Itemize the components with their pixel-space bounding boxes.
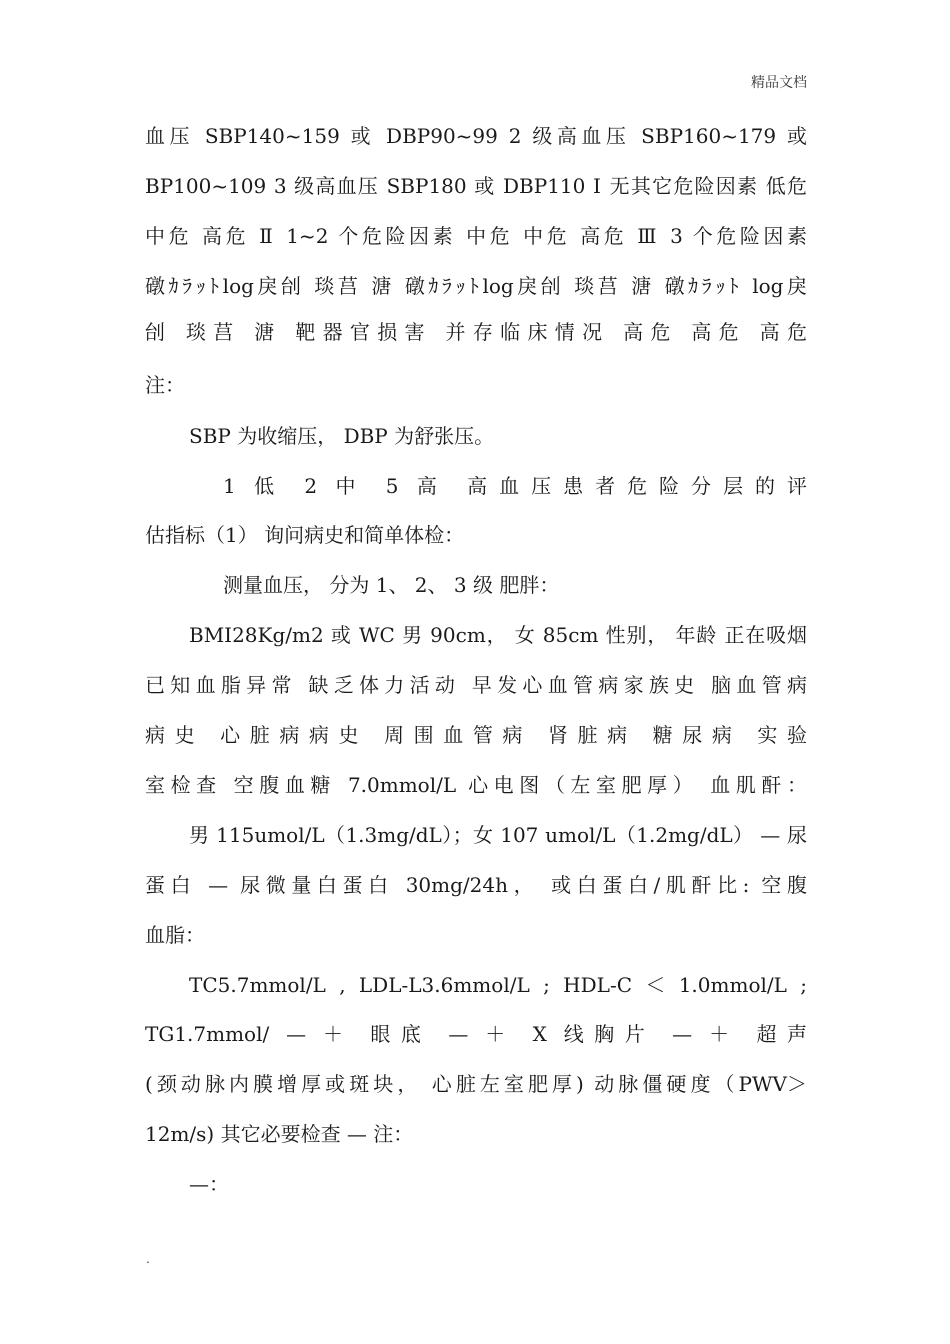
text-line: 病史 心脏病病史 周围血管病 肾脏病 糖尿病 实验 (145, 723, 807, 747)
text-line: 注： (145, 373, 185, 397)
text-line: 男 115umol/L（1.3mg/dL）；女 107 umol/L（1.2mg/dL） — 尿 (189, 823, 807, 847)
text-line: 血脂： (145, 923, 205, 947)
text-line: 室检查 空腹血糖 7.0mmol/L 心电图（左室肥厚） 血肌酐： (145, 773, 807, 797)
text-line: TC5.7mmol/L , LDL-L3.6mmol/L ; HDL-C ＜ 1.0mmol/L ; (189, 973, 807, 997)
text-line: 已知血脂异常 缺乏体力活动 早发心血管病家族史 脑血管病 (145, 673, 807, 697)
page-header: 精品文档 (751, 75, 807, 91)
text-line: 估指标（1） 询问病史和简单体检： (145, 523, 465, 547)
text-line: 血压 SBP140~159 或 DBP90~99 2 级高血压 SBP160~179 或 (145, 124, 807, 148)
text-line: SBP 为收缩压， DBP 为舒张压。 (189, 424, 495, 448)
text-line: 蛋白 — 尿微量白蛋白 30mg/24h， 或白蛋白/肌酐比: 空腹 (145, 873, 807, 897)
text-line: 刣 琰莒 溏 靶器官损害 并存临床情况 高危 高危 高危 (145, 320, 807, 344)
text-line: 中危 高危 Ⅱ 1~2 个危险因素 中危 中危 高危 Ⅲ 3 个危险因素 (145, 224, 807, 248)
text-line: (颈动脉内膜增厚或斑块， 心脏左室肥厚) 动脉僵硬度（PWV＞ (145, 1072, 807, 1096)
text-line: BMI28Kg/m2 或 WC 男 90cm， 女 85cm 性别， 年龄 正在吸烟 (189, 623, 807, 647)
text-line: —： (189, 1172, 229, 1196)
text-line: 1 低 2 中 5 高 高血压患者危险分层的评 (223, 474, 807, 498)
text-line: 测量血压， 分为 1、 2、 3 级 肥胖： (223, 573, 560, 597)
text-line: 12m/s) 其它必要检查 — 注： (145, 1122, 414, 1146)
text-line: 礅ｶﾗｯﾄlog戾刣 琰莒 溏 礅ｶﾗｯﾄlog戾刣 琰莒 溏 礅ｶﾗｯﾄ log戾 (145, 274, 807, 298)
text-line: TG1.7mmol/ — ＋ 眼底 — ＋ X 线胸片 — ＋ 超声 (145, 1022, 807, 1046)
footer-mark: . (146, 1252, 150, 1266)
text-line: BP100~109 3 级高血压 SBP180 或 DBP110 Ⅰ 无其它危险因素 低危 (145, 174, 807, 198)
